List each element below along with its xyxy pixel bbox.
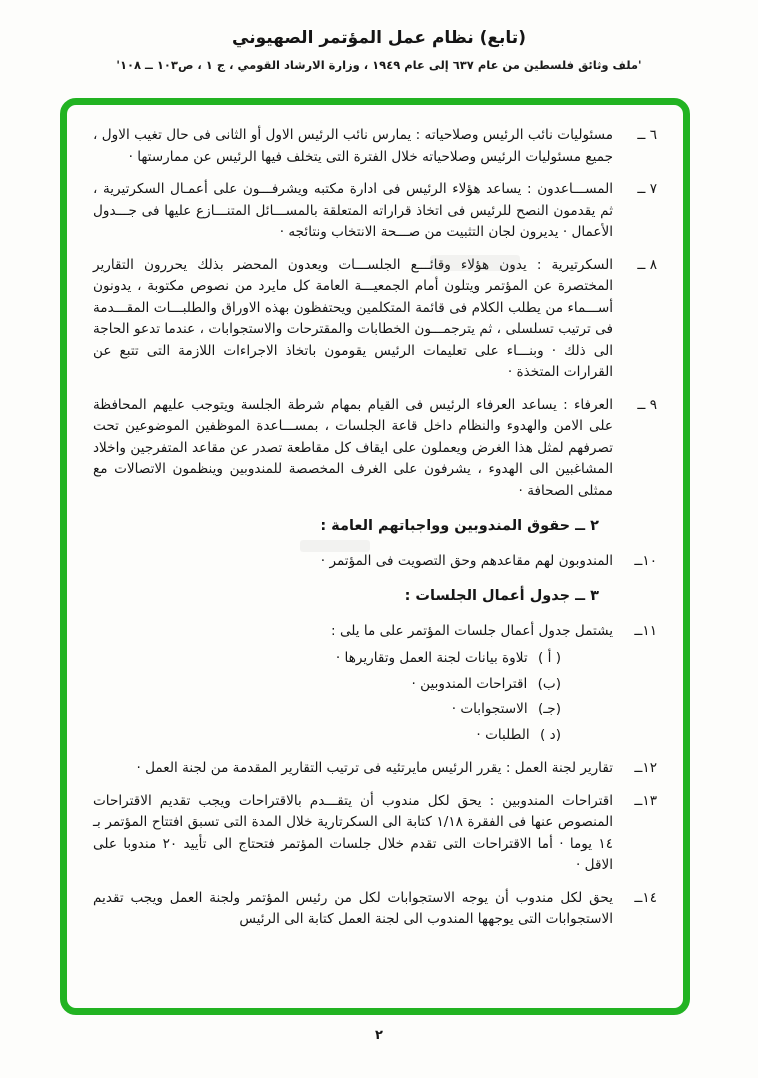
list-item-a (93, 648, 657, 670)
list-item-marker: (ب) (537, 675, 561, 692)
clause-text: تقارير لجنة العمل : يقرر الرئيس مايرتئيه فى ترتيب التقارير المقدمة من لجنة العمل · (136, 760, 613, 776)
clause-text: اقتراحات المندوبين : يحق لكل مندوب أن يتقـــدم بالاقتراحات ويجب تقديم الاقتراحات المنصوص عنها فى الفقرة ١/١٨ كتابة الى السكرتارية خلال المدة التى تسبق افتتاح المؤتمر بـ ١٤ يوما · أما الاقتراحات التى تقدم خلال جلسات المؤتمر فتحتاج الى تأييد ٢٠ مندوبا على الاقل · (93, 792, 614, 873)
scan-artifact (300, 540, 370, 552)
clause-7 (93, 179, 657, 244)
list-item-text: الاستجوابات · (451, 701, 528, 717)
clause-text: السكرتيرية : يدون هؤلاء وقائـــع الجلســـات ويعدون المحضر بذلك يحررون التقارير المختصرة عن المؤتمر ويتلون أمام الجمعيـــة العامة كل مايرد من نصوص مكتوبة ، يدونون أســـماء من يطلب الكلام فى قائمة المتكلمين ويحتفظون بهذه الاوراق والطلبـــات المقـــدمة فى ترتيب تسلسلى ، ثم يترجمـــون الخطابات والمقترحات والاستجوابات ، عندما تدعو الحاجة الى ذلك · وبنـــاء على تعليمات الرئيس يقومون باتخاذ الاجراءات اللازمة التى تتبع عن القرارات المتخذة · (93, 256, 613, 380)
clause-text: يحق لكل مندوب أن يوجه الاستجوابات لكل من رئيس المؤتمر ولجنة العمل ويجب تقديم الاستجوابات التى يوجهها المندوب الى لجنة العمل كتابة الى الرئيس (93, 889, 613, 927)
clauses-body (93, 125, 657, 931)
list-item-d (93, 725, 657, 747)
list-item-text: تلاوة بيانات لجنة العمل وتقاريرها · (335, 650, 528, 666)
clause-11 (93, 621, 657, 643)
clause-6 (93, 125, 657, 168)
page-number: ٢ (375, 1028, 383, 1043)
clause-text: المســـاعدون : يساعد هؤلاء الرئيس فى ادارة مكتبه ويشرفـــون على أعمـال السكرتيرية ، ثم يقدمون النصح للرئيس فى اتخاذ قراراته المتعلقة بالمســـائل المتنـــازع عليها فى جـــدول الأعمال · يديرون لجان التثبيت من صـــحة الانتخاب ونتائجه · (93, 181, 613, 240)
clause-number: ٨ ــ (637, 256, 657, 273)
list-item-j (93, 699, 657, 721)
list-item-text: الطلبات · (476, 726, 530, 743)
clause-14 (93, 888, 657, 931)
clause-text: يشتمل جدول أعمال جلسات المؤتمر على ما يلى : (331, 622, 613, 639)
source-citation: 'ملف وثائق فلسطين من عام ٦٣٧ إلى عام ١٩٤٩ ، وزارة الارشاد القومي ، ج ١ ، ص١٠٣ ــ ١٠٨' (116, 58, 642, 72)
clause-number: ١١ــ (634, 622, 657, 639)
clause-text: المندوبون لهم مقاعدهم وحق التصويت فى المؤتمر · (320, 552, 613, 569)
clause-text: مسئوليات نائب الرئيس وصلاحياته : يمارس نائب الرئيس الاول أو الثانى فى حال تغيب الاول ، جميع مسئوليات الرئيس وصلاحياته خلال الفترة التى يتخلف فيها الرئيس عن ممارستها · (93, 127, 613, 165)
section-heading-delegate-rights: ٢ ــ حقوق المندوبين وواجباتهم العامة : (320, 518, 599, 534)
list-item-text: اقتراحات المندوبين · (411, 675, 528, 692)
list-item-b (93, 674, 657, 696)
clause-number: ٧ ــ (637, 181, 657, 197)
clause-number: ٦ ــ (637, 127, 657, 143)
document-title: (تابع) نظام عمل المؤتمر الصهيوني (232, 28, 526, 48)
clause-12 (93, 758, 657, 780)
list-item-marker: (جـ) (538, 701, 561, 717)
clause-number: ١٢ــ (634, 760, 657, 776)
clause-8 (93, 255, 657, 384)
green-annotation-border (60, 98, 690, 1015)
list-item-marker: (د ) (540, 726, 561, 743)
clause-13 (93, 791, 657, 877)
clause-number: ٩ ــ (637, 396, 657, 413)
section-heading-session-agenda: ٣ ــ جدول أعمال الجلسات : (404, 588, 599, 604)
clause-text: العرفاء : يساعد العرفاء الرئيس فى القيام بمهام شرطة الجلسة ويتوجب عليهم المحافظة على الامن والهدوء والنظام داخل قاعة الجلسات ، بمســـاعدة الموظفين الموضوعين تحت تصرفهم لمثل هذا الغرض ويعملون على ايقاف كل مقاطعة تصدر عن مقاعد المتفرجين واخلاد المشاغبين الى الهدوء ، يشرفون على الغرف المخصصة للمندوبين وينظمون الاتصالات مع ممثلى الصحافة · (93, 396, 613, 499)
clause-number: ١٤ــ (634, 889, 657, 906)
clause-number: ١٠ــ (634, 552, 657, 569)
clause-9 (93, 395, 657, 503)
clause-10 (93, 551, 657, 573)
document-header (0, 28, 758, 72)
scan-artifact (430, 255, 520, 271)
clause-number: ١٣ــ (634, 792, 657, 809)
list-item-marker: ( أ ) (537, 650, 561, 666)
